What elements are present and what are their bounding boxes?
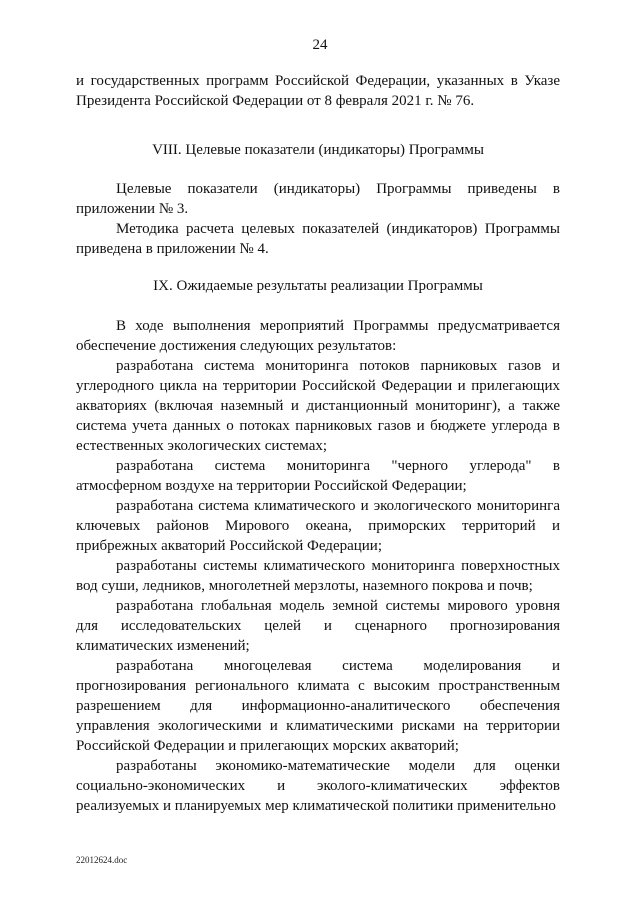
section-8-heading: VIII. Целевые показатели (индикаторы) Программы	[152, 142, 484, 158]
document-file-code: 22012624.doc	[76, 855, 128, 865]
page-number: 24	[312, 37, 328, 53]
result-item: разработана система мониторинга "черного углерода" в атмосферном воздухе на территории Российской Федерации;	[76, 458, 560, 494]
section-9-paragraph: В ходе выполнения мероприятий Программы предусматривается обеспечение достижения следующих результатов:	[76, 318, 560, 354]
result-item: разработана глобальная модель земной системы мирового уровня для исследовательских целей и сценарного прогнозирования климатических изменений;	[76, 598, 560, 654]
result-item: разработана многоцелевая система моделирования и прогнозирования регионального климата с высоким пространственным разрешением для информационно-аналитического обеспечения управления экологическими и климатическими рисками на территории Российской Федерации и прилегающих морских акваторий;	[76, 658, 560, 754]
section-9-heading: IX. Ожидаемые результаты реализации Программы	[153, 278, 483, 294]
result-item: разработана система климатического и экологического мониторинга ключевых районов Мирового океана, приморских территорий и прибрежных акваторий Российской Федерации;	[76, 498, 560, 554]
section-8-paragraph: Целевые показатели (индикаторы) Программы приведены в приложении № 3.	[76, 181, 560, 217]
result-item: разработаны экономико-математические модели для оценки социально-экономических и эколого-климатических эффектов реализуемых и планируемых мер климатической политики применительно	[76, 758, 560, 814]
section-8-paragraph: Методика расчета целевых показателей (индикаторов) Программы приведена в приложении № 4.	[76, 221, 560, 257]
result-item: разработана система мониторинга потоков парниковых газов и углеродного цикла на территории Российской Федерации и прилегающих акваториях (включая наземный и дистанционный мониторинг), а также система учета данных о потоках парниковых газов и бюджете углерода в естественных экологических системах;	[76, 358, 560, 454]
document-body	[76, 71, 560, 816]
result-item: разработаны системы климатического мониторинга поверхностных вод суши, ледников, многолетней мерзлоты, наземного покрова и почв;	[76, 558, 560, 594]
intro-paragraph: и государственных программ Российской Федерации, указанных в Указе Президента Российской Федерации от 8 февраля 2021 г. № 76.	[76, 73, 560, 109]
